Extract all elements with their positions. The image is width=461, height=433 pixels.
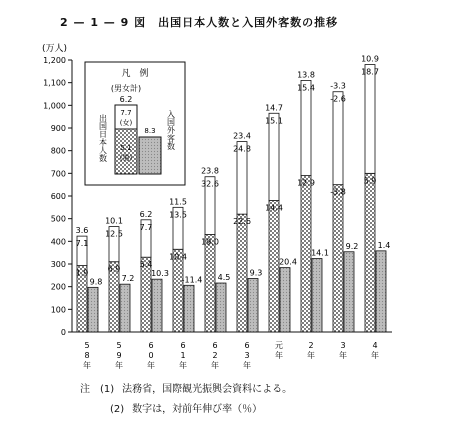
legend-departures-label: 出国日本人数: [98, 114, 108, 162]
data-label-arrivals: 9.2: [345, 241, 359, 251]
bar-arrivals: [248, 279, 258, 332]
data-label-female: 7.1: [75, 239, 89, 249]
data-label-total: 10.9: [361, 54, 379, 64]
data-label-male: 12.9: [297, 178, 315, 188]
y-tick-label: 700: [50, 169, 66, 179]
data-label-total: 3.6: [75, 226, 89, 236]
legend-sample-female: 7.7: [120, 109, 132, 117]
bar-arrivals: [120, 284, 130, 332]
data-label-male: 6.9: [107, 264, 121, 274]
legend-sample-total: 6.2: [119, 95, 133, 104]
data-label-arrivals: 9.8: [89, 277, 103, 287]
y-tick-label: 400: [50, 237, 66, 247]
data-label-total: 10.1: [105, 216, 123, 226]
note-2: [80, 400, 300, 420]
legend: [85, 62, 185, 185]
y-tick-label: 1,100: [43, 78, 66, 88]
note-1: [80, 380, 300, 400]
y-tick-label: 900: [50, 124, 66, 133]
data-label-female: 13.5: [169, 210, 187, 220]
data-label-total: -3.3: [330, 81, 346, 91]
bar-arrivals: [280, 268, 290, 332]
x-tick-label: 5 9 年: [115, 341, 123, 370]
bar-departures-female: [333, 92, 343, 185]
bar-departures-male: [173, 249, 183, 332]
bar-departures-male: [333, 185, 343, 332]
data-label-female: 24.8: [233, 144, 251, 154]
notes: [80, 380, 300, 420]
y-axis-unit: (万人): [42, 44, 68, 54]
data-label-male: 14.4: [265, 203, 283, 213]
bar-departures-female: [269, 113, 279, 200]
legend-sample-arrivals: 8.3: [144, 127, 156, 135]
figure-title: 2 — 1 — 9 図 出国日本人数と入国外客数の推移: [60, 16, 339, 29]
y-tick-label: 200: [50, 282, 66, 292]
data-label-female: 15.1: [265, 116, 283, 126]
data-label-arrivals: 10.3: [151, 269, 169, 279]
data-label-total: 14.7: [265, 103, 283, 113]
x-tick-label: 6 3 年: [243, 341, 251, 370]
y-tick-label: 100: [50, 305, 66, 315]
note-2-label: (2): [110, 404, 125, 415]
y-tick-label: 600: [50, 192, 66, 201]
legend-male-label: (男): [119, 154, 133, 162]
y-tick-label: 800: [50, 146, 66, 156]
legend-title: 凡 例: [121, 69, 149, 79]
x-tick-label: 6 1 年: [179, 341, 187, 370]
legend-female-label: (女): [119, 119, 133, 127]
data-label-female: 7.7: [139, 222, 153, 232]
bar-departures-male: [237, 214, 247, 332]
bar-departures-male: [301, 176, 311, 332]
data-label-male: 1.9: [75, 268, 89, 278]
data-label-arrivals: 7.2: [121, 274, 135, 284]
legend-arrivals-label: 入国外客数: [166, 110, 176, 150]
y-tick-label: 0: [60, 328, 66, 337]
data-label-female: 18.7: [361, 67, 379, 77]
x-tick-label: 6 0 年: [147, 341, 155, 370]
data-label-arrivals: 1.4: [377, 240, 391, 250]
x-tick-label: 3 年: [339, 341, 347, 360]
data-label-female: 15.4: [297, 83, 315, 93]
y-tick-label: 500: [50, 214, 66, 224]
data-label-total: 6.2: [139, 209, 153, 219]
data-label-male: 5.4: [139, 260, 153, 270]
data-label-male: 10.4: [169, 252, 187, 262]
data-label-male: 22.6: [233, 217, 251, 227]
data-label-female: 12.5: [105, 229, 123, 239]
data-label-male: 19.0: [201, 237, 219, 247]
legend-sample-male: 5.1: [120, 144, 132, 152]
data-label-male: 5.9: [363, 176, 377, 186]
bar-departures-male: [269, 201, 279, 332]
data-label-arrivals: 9.3: [249, 268, 263, 278]
bar-arrivals: [376, 251, 386, 332]
bar-arrivals: [152, 279, 162, 332]
data-label-arrivals: -11.4: [181, 275, 203, 285]
bar-arrivals: [216, 283, 226, 332]
bar-arrivals: [88, 287, 98, 332]
data-label-female: 32.6: [201, 179, 219, 189]
y-tick-label: 1,000: [43, 101, 66, 111]
bar-departures-male: [365, 173, 375, 332]
bar-arrivals: [184, 285, 194, 332]
bar-arrivals: [344, 252, 354, 332]
note-1-text: 法務省，国際観光振興会資料による。: [122, 384, 293, 395]
data-label-male: -3.8: [330, 187, 346, 197]
y-tick-label: 1,200: [43, 56, 66, 65]
y-tick-label: 300: [50, 260, 66, 269]
bar-arrivals: [312, 259, 322, 332]
note-2-text: 数字は，対前年伸び率（％）: [132, 404, 263, 415]
data-label-arrivals: 4.5: [217, 273, 231, 283]
data-label-total: 13.8: [297, 70, 315, 80]
x-tick-label: 元年: [275, 341, 283, 360]
legend-swatch-arrivals: [139, 137, 161, 174]
x-tick-label: 4 年: [371, 341, 379, 360]
x-tick-label: 5 8 年: [83, 341, 91, 370]
data-label-total: 11.5: [169, 197, 187, 207]
data-label-female: -2.6: [330, 94, 346, 104]
data-label-total: 23.8: [201, 166, 219, 176]
data-label-arrivals: 14.1: [311, 248, 329, 258]
data-label-arrivals: 20.4: [279, 257, 297, 267]
x-tick-label: 6 2 年: [211, 341, 219, 370]
bar-departures-female: [365, 65, 375, 174]
note-1-label: 注 (1): [80, 384, 115, 395]
data-label-total: 23.4: [233, 131, 251, 141]
x-tick-label: 2 年: [307, 341, 315, 360]
legend-total-label: (男女計): [110, 84, 142, 93]
bar-departures-female: [301, 80, 311, 175]
bar-departures-male: [205, 235, 215, 332]
